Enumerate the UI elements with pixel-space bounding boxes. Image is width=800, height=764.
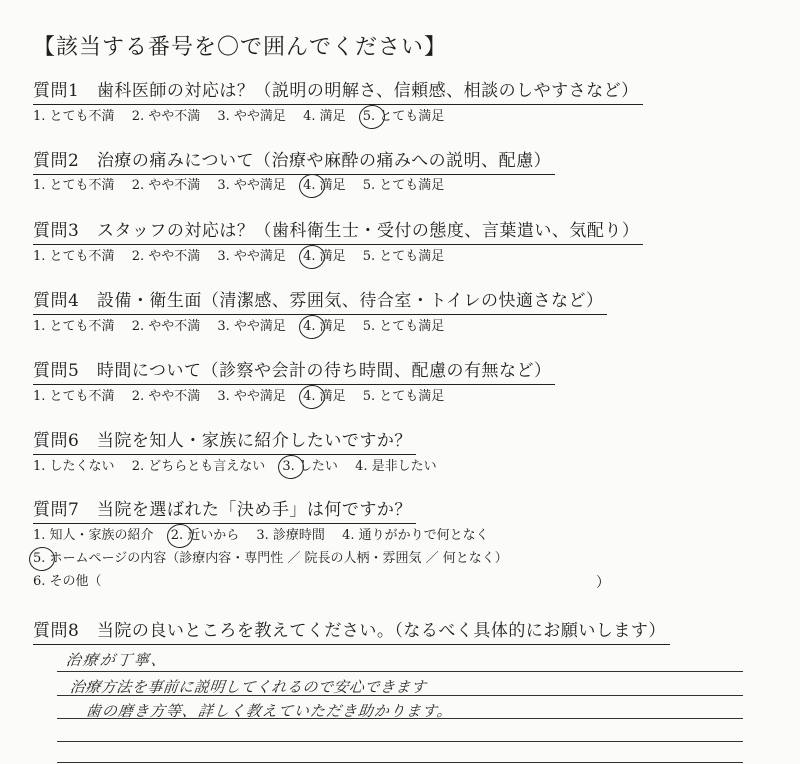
handwritten-answer-line-3: 歯の磨き方等、詳しく教えていただき助かります。 <box>85 702 454 720</box>
question-4-title: 質問4 設備・衛生面（清潔感、雰囲気、待合室・トイレの快適さなど） <box>33 290 607 315</box>
q4-option-4[interactable]: 4. 満足 <box>303 319 346 334</box>
q1-option-4[interactable]: 4. 満足 <box>303 109 346 124</box>
q5-option-1[interactable]: 1. とても不満 <box>33 389 115 404</box>
q4-option-3[interactable]: 3. やや満足 <box>217 319 286 334</box>
question-6-title: 質問6 当院を知人・家族に紹介したいですか？ <box>33 430 416 455</box>
question-5-title: 質問5 時間について（診察や会計の待ち時間、配慮の有無など） <box>33 360 555 385</box>
q2-option-3[interactable]: 3. やや満足 <box>217 178 286 193</box>
question-4-options <box>33 318 457 336</box>
q2-option-1[interactable]: 1. とても不満 <box>33 178 115 193</box>
question-1-title: 質問1 歯科医師の対応は？（説明の明解さ、信頼感、相談のしやすさなど） <box>33 80 643 105</box>
q7-option-3[interactable]: 3. 診療時間 <box>256 528 325 543</box>
survey-heading: 【該当する番号を〇で囲んでください】 <box>33 35 448 60</box>
q2-option-2[interactable]: 2. やや不満 <box>131 178 201 193</box>
answer-ruled-line <box>57 741 743 742</box>
question-7-options-line-2 <box>33 550 521 568</box>
question-7-options-line-3 <box>33 573 115 591</box>
question-3-options <box>33 248 457 266</box>
q6-option-4[interactable]: 4. 是非したい <box>355 459 437 474</box>
question-2-title: 質問2 治療の痛みについて（治療や麻酔の痛みへの説明、配慮） <box>33 150 555 175</box>
q7-option-5[interactable]: 5. ホームページの内容（診療内容・専門性 ／ 院長の人柄・雰囲気 ／ 何となく） <box>33 551 508 566</box>
q3-option-4[interactable]: 4. 満足 <box>303 249 346 264</box>
q1-option-2[interactable]: 2. やや不満 <box>131 109 201 124</box>
q3-option-5[interactable]: 5. とても満足 <box>362 249 445 264</box>
q6-option-1[interactable]: 1. したくない <box>33 459 115 474</box>
q5-option-4[interactable]: 4. 満足 <box>303 389 346 404</box>
answer-ruled-line <box>57 671 743 672</box>
question-5-options <box>33 388 457 406</box>
q5-option-5[interactable]: 5. とても満足 <box>362 389 445 404</box>
q2-option-5[interactable]: 5. とても満足 <box>362 178 445 193</box>
q4-option-5[interactable]: 5. とても満足 <box>362 319 445 334</box>
q6-option-2[interactable]: 2. どちらとも言えない <box>131 459 266 474</box>
q1-option-3[interactable]: 3. やや満足 <box>217 109 286 124</box>
q4-option-1[interactable]: 1. とても不満 <box>33 319 115 334</box>
q3-option-3[interactable]: 3. やや満足 <box>217 249 286 264</box>
q7-other-close-paren: ） <box>596 575 610 591</box>
q7-option-4[interactable]: 4. 通りがかりで何となく <box>342 528 489 543</box>
q3-option-1[interactable]: 1. とても不満 <box>33 249 115 264</box>
q7-option-1[interactable]: 1. 知人・家族の紹介 <box>33 528 154 543</box>
q3-option-2[interactable]: 2. やや不満 <box>131 249 201 264</box>
q5-option-3[interactable]: 3. やや満足 <box>217 389 286 404</box>
answer-ruled-line <box>57 762 743 763</box>
q4-option-2[interactable]: 2. やや不満 <box>131 319 201 334</box>
question-8-title: 質問8 当院の良いところを教えてください。（なるべく具体的にお願いします） <box>33 620 670 645</box>
question-7-options-line-1 <box>33 527 502 545</box>
q1-option-1[interactable]: 1. とても不満 <box>33 109 115 124</box>
question-6-options <box>33 458 450 476</box>
q7-option-6[interactable]: 6. その他（ <box>33 574 102 589</box>
handwritten-answer-line-1: 治療が丁寧、 <box>65 651 169 669</box>
q5-option-2[interactable]: 2. やや不満 <box>131 389 201 404</box>
q1-option-5[interactable]: 5. とても満足 <box>362 109 445 124</box>
q7-option-2[interactable]: 2. 近いから <box>170 528 240 543</box>
q2-option-4[interactable]: 4. 満足 <box>303 178 346 193</box>
q6-option-3[interactable]: 3. したい <box>282 459 338 474</box>
handwritten-answer-line-2: 治療方法を事前に説明してくれるので安心できます <box>69 678 428 696</box>
question-7-title: 質問7 当院を選ばれた「決め手」は何ですか？ <box>33 499 416 524</box>
question-3-title: 質問3 スタッフの対応は？（歯科衛生士・受付の態度、言葉遣い、気配り） <box>33 220 643 245</box>
question-2-options <box>33 177 457 195</box>
question-1-options <box>33 108 457 126</box>
